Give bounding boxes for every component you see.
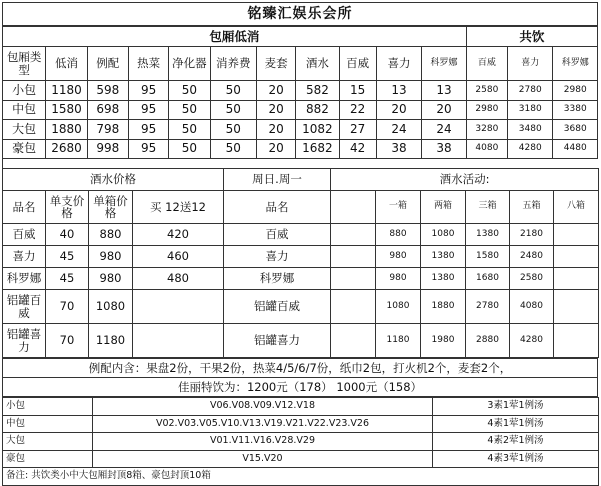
cell-g-keluona: 4480: [553, 139, 598, 159]
table-row: [3, 139, 598, 159]
cell-x8: [554, 268, 599, 290]
cell-single: 45: [46, 268, 89, 290]
cell-jinghua: 50: [169, 120, 210, 140]
header-box: 单箱价格: [89, 191, 133, 224]
cell-xiaoyang: 50: [210, 139, 256, 159]
cell-x2: 1980: [421, 324, 466, 358]
cell-x3: 2780: [466, 290, 510, 324]
cell-jiushui: 1082: [296, 120, 339, 140]
room-food: 4素2荤1例汤: [433, 433, 599, 451]
header-g-keluona: 科罗娜: [553, 47, 598, 81]
cell-maitao: 20: [256, 81, 295, 101]
cell-lipei: 798: [87, 120, 128, 140]
cell-name: 铝罐喜力: [3, 324, 46, 358]
cell-x5: 2180: [510, 224, 554, 246]
header-type: 包厢类型: [3, 47, 46, 81]
cell-type: 中包: [3, 100, 46, 120]
cell-g-keluona: 3380: [553, 100, 598, 120]
room-type: 中包: [3, 415, 93, 433]
cell-name: 百威: [3, 224, 46, 246]
blank-cell: [331, 268, 376, 290]
cell-promo: 460: [133, 246, 224, 268]
header-x5: 五箱: [510, 191, 554, 224]
cell-recai: 95: [128, 100, 168, 120]
drink-price-title: 酒水价格: [3, 169, 224, 191]
cell-keluona: 20: [422, 100, 467, 120]
cell-promo: 420: [133, 224, 224, 246]
cell-type: 大包: [3, 120, 46, 140]
remark: 备注: 共饮类小中大包厢封顶8箱、豪包封顶10箱: [3, 468, 599, 486]
room-list: V01.V11.V16.V28.V29: [93, 433, 433, 451]
header-x3: 三箱: [466, 191, 510, 224]
cell-box: 1180: [89, 324, 133, 358]
cell-jiushui: 882: [296, 100, 339, 120]
cell-single: 45: [46, 246, 89, 268]
cell-baiwei: 27: [339, 120, 376, 140]
cell-keluona: 38: [422, 139, 467, 159]
room-type: 小包: [3, 398, 93, 416]
cell-x1: 980: [376, 268, 421, 290]
cell-x8: [554, 224, 599, 246]
package-table: [2, 26, 598, 159]
cell-xili: 38: [376, 139, 421, 159]
blank-cell: [331, 246, 376, 268]
cell-keluona: 13: [422, 81, 467, 101]
cell-jinghua: 50: [169, 81, 210, 101]
cell-x3: 2880: [466, 324, 510, 358]
cell-jinghua: 50: [169, 100, 210, 120]
cell-x5: 4080: [510, 290, 554, 324]
title-table: [2, 2, 598, 26]
cell-single: 70: [46, 290, 89, 324]
table-row: [3, 246, 599, 268]
cell-g-xili: 2780: [508, 81, 553, 101]
cell-name2: 喜力: [224, 246, 331, 268]
cell-x8: [554, 324, 599, 358]
room-list: V06.V08.V09.V12.V18: [93, 398, 433, 416]
cell-x3: 1380: [466, 224, 510, 246]
cell-xiaoyang: 50: [210, 120, 256, 140]
cell-x2: 1380: [421, 268, 466, 290]
header-x2: 两箱: [421, 191, 466, 224]
header-g-xili: 喜力: [508, 47, 553, 81]
table-row: [3, 433, 599, 451]
cell-xiaoyang: 50: [210, 100, 256, 120]
cell-recai: 95: [128, 81, 168, 101]
header-baiwei: 百威: [339, 47, 376, 81]
header-keluona: 科罗娜: [422, 47, 467, 81]
blank-cell: [331, 290, 376, 324]
cell-x8: [554, 246, 599, 268]
header-single: 单支价格: [46, 191, 89, 224]
cell-jinghua: 50: [169, 139, 210, 159]
cell-jiushui: 1682: [296, 139, 339, 159]
info-table: [2, 358, 598, 397]
cell-name: 喜力: [3, 246, 46, 268]
cell-x2: 1380: [421, 246, 466, 268]
blank-cell: [331, 324, 376, 358]
cell-x5: 2580: [510, 268, 554, 290]
header-recai: 热菜: [128, 47, 168, 81]
cell-promo: 480: [133, 268, 224, 290]
cell-name2: 铝罐喜力: [224, 324, 331, 358]
cell-name2: 铝罐百威: [224, 290, 331, 324]
cell-lipei: 998: [87, 139, 128, 159]
header-dixiao: 低消: [46, 47, 87, 81]
table-row: [3, 290, 599, 324]
blank-cell: [331, 224, 376, 246]
table-row: [3, 120, 598, 140]
cell-xiaoyang: 50: [210, 81, 256, 101]
table-row: [3, 268, 599, 290]
cell-recai: 95: [128, 120, 168, 140]
cell-g-xili: 4280: [508, 139, 553, 159]
cell-x1: 1080: [376, 290, 421, 324]
cell-type: 豪包: [3, 139, 46, 159]
header-x8: 八箱: [554, 191, 599, 224]
cell-x1: 1180: [376, 324, 421, 358]
header-name2: 品名: [224, 191, 331, 224]
cell-name: 铝罐百威: [3, 290, 46, 324]
table-row: [3, 398, 599, 416]
cell-dixiao: 1580: [46, 100, 87, 120]
cell-xili: 20: [376, 100, 421, 120]
room-food: 4素1荤1例汤: [433, 415, 599, 433]
table-row: [3, 415, 599, 433]
room-food: 3素1荤1例汤: [433, 398, 599, 416]
header-lipei: 例配: [87, 47, 128, 81]
room-food: 4素3荤1例汤: [433, 450, 599, 468]
room-type: 豪包: [3, 450, 93, 468]
header-maitao: 麦套: [256, 47, 295, 81]
header-jinghua: 净化器: [169, 47, 210, 81]
cell-g-keluona: 3680: [553, 120, 598, 140]
cell-name: 科罗娜: [3, 268, 46, 290]
cell-promo: [133, 324, 224, 358]
cell-g-xili: 3180: [508, 100, 553, 120]
activity-title: 酒水活动:: [331, 169, 599, 191]
header-g-baiwei: 百威: [466, 47, 507, 81]
cell-box: 980: [89, 246, 133, 268]
cell-name2: 百威: [224, 224, 331, 246]
cell-x1: 880: [376, 224, 421, 246]
table-row: [3, 100, 598, 120]
cell-xili: 24: [376, 120, 421, 140]
cell-x2: 1080: [421, 224, 466, 246]
cell-dixiao: 2680: [46, 139, 87, 159]
header-name: 品名: [3, 191, 46, 224]
room-type: 大包: [3, 433, 93, 451]
cell-x3: 1580: [466, 246, 510, 268]
table-row: [3, 324, 599, 358]
header-x1: 一箱: [376, 191, 421, 224]
cell-single: 40: [46, 224, 89, 246]
cell-x5: 2480: [510, 246, 554, 268]
room-list: V15.V20: [93, 450, 433, 468]
cell-xili: 13: [376, 81, 421, 101]
drinks-table: [2, 168, 599, 358]
room-list: V02.V03.V05.V10.V13.V19.V21.V22.V23.V26: [93, 415, 433, 433]
table-row: [3, 81, 598, 101]
cell-g-xili: 3480: [508, 120, 553, 140]
cell-x3: 1680: [466, 268, 510, 290]
cell-baiwei: 42: [339, 139, 376, 159]
cell-recai: 95: [128, 139, 168, 159]
lipei-content: 例配内含：果盘2份，干果2份，热菜4/5/6/7份，纸巾2包，打火机2个，麦套2个，: [3, 359, 598, 378]
cell-dixiao: 1880: [46, 120, 87, 140]
cell-x8: [554, 290, 599, 324]
spacer: [2, 159, 598, 168]
cell-lipei: 698: [87, 100, 128, 120]
cell-g-baiwei: 2580: [466, 81, 507, 101]
cell-maitao: 20: [256, 139, 295, 159]
cell-g-keluona: 2980: [553, 81, 598, 101]
cell-g-baiwei: 3280: [466, 120, 507, 140]
header-xiaoyang: 消养费: [210, 47, 256, 81]
blank-cell: [331, 191, 376, 224]
cell-jiushui: 582: [296, 81, 339, 101]
cell-dixiao: 1180: [46, 81, 87, 101]
header-jiushui: 酒水: [296, 47, 339, 81]
cell-promo: [133, 290, 224, 324]
beauty-price: 佳丽特饮为：1200元（178） 1000元（158）: [3, 378, 598, 397]
package-section-title: 包厢低消: [3, 27, 467, 47]
cell-maitao: 20: [256, 100, 295, 120]
cell-single: 70: [46, 324, 89, 358]
gongyin-section-title: 共饮: [466, 27, 597, 47]
table-row: [3, 224, 599, 246]
cell-x2: 1880: [421, 290, 466, 324]
cell-g-baiwei: 2980: [466, 100, 507, 120]
header-xili: 喜力: [376, 47, 421, 81]
cell-type: 小包: [3, 81, 46, 101]
table-row: [3, 450, 599, 468]
page-title: 铭臻汇娱乐会所: [3, 3, 598, 26]
price-sheet: [2, 2, 598, 486]
cell-g-baiwei: 4080: [466, 139, 507, 159]
room-table: [2, 397, 599, 486]
cell-box: 880: [89, 224, 133, 246]
cell-baiwei: 22: [339, 100, 376, 120]
cell-keluona: 24: [422, 120, 467, 140]
cell-baiwei: 15: [339, 81, 376, 101]
header-promo: 买 12送12: [133, 191, 224, 224]
cell-maitao: 20: [256, 120, 295, 140]
cell-x1: 980: [376, 246, 421, 268]
cell-box: 980: [89, 268, 133, 290]
cell-lipei: 598: [87, 81, 128, 101]
cell-name2: 科罗娜: [224, 268, 331, 290]
cell-x5: 4280: [510, 324, 554, 358]
cell-box: 1080: [89, 290, 133, 324]
day-title: 周日.周一: [224, 169, 331, 191]
